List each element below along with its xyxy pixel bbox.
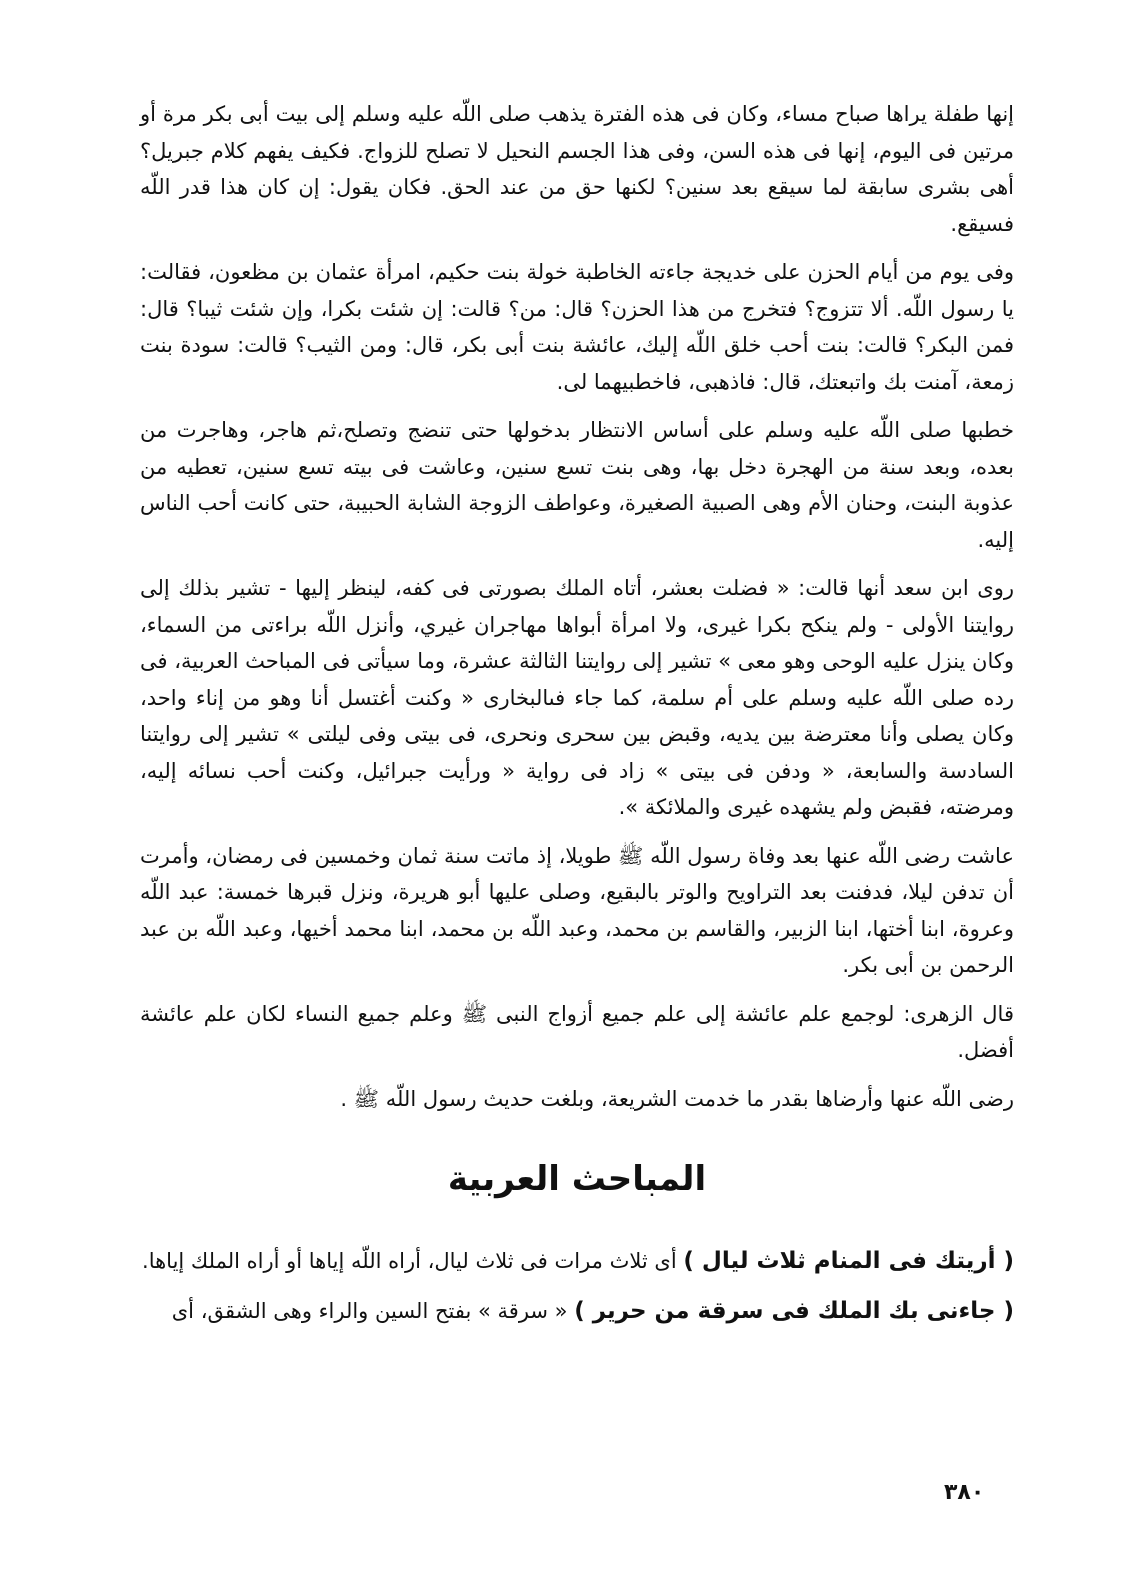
page-body [140, 96, 1014, 1341]
page-number: ٣٨٠ [944, 1480, 985, 1505]
term-title: ( جاءنى بك الملك فى سرقة من حرير ) [574, 1298, 1014, 1324]
paragraph-1: إنها طفلة يراها صباح مساء، وكان فى هذه الفترة يذهب صلى اللّه عليه وسلم إلى بيت أبى بكر مرة أو مرتين فى اليوم، إنها فى هذه السن، وفى هذا الجسم النحيل لا تصلح للزواج. فكيف يفهم كلام جبريل؟ أهى بشرى سابقة لما سيقع بعد سنين؟ لكنها حق من عند الحق. فكان يقول: إن كان هذا قدر اللّه فسيقع. [140, 102, 1014, 236]
paragraph-7: رضى اللّه عنها وأرضاها بقدر ما خدمت الشريعة، وبلغت حديث رسول اللّه ﷺ . [340, 1086, 1014, 1111]
paragraph-5: عاشت رضى اللّه عنها بعد وفاة رسول اللّه ﷺ طويلا، إذ ماتت سنة ثمان وخمسين فى رمضان، وأمرت أن تدفن ليلا، فدفنت بعد التراويح والوتر بالبقيع، وصلى عليها أبو هريرة، ونزل قبرها خمسة: عبد اللّه وعروة، ابنا أختها، ابنا الزبير، والقاسم بن محمد، وعبد اللّه بن محمد، ابنا محمد أخيها، وعبد اللّه بن عبد الرحمن بن أبى بكر. [140, 843, 1014, 977]
term-title: ( أريتك فى المنام ثلاث ليال ) [683, 1248, 1014, 1274]
paragraph-2: وفى يوم من أيام الحزن على خديجة جاءته الخاطبة خولة بنت حكيم، امرأة عثمان بن مظعون، فقالت: يا رسول اللّه. ألا تتزوج؟ فتخرج من هذا الحزن؟ قال: من؟ قالت: إن شئت بكرا، وإن شئت ثيبا؟ قال: فمن البكر؟ قالت: بنت أحب خلق اللّه إليك، عائشة بنت أبى بكر، قال: ومن الثيب؟ قالت: سودة بنت زمعة، آمنت بك واتبعتك، قال: فاذهبى، فاخطبيهما لى. [140, 260, 1014, 394]
term-explanation: أى ثلاث مرات فى ثلاث ليال، أراه اللّه إياها أو أراه الملك إياها. [142, 1249, 684, 1273]
paragraph-4: روى ابن سعد أنها قالت: « فضلت بعشر، أتاه الملك بصورتى فى كفه، لينظر إليها - تشير بذلك إلى روايتنا الأولى - ولم ينكح بكرا غيرى، ولا امرأة أبواها مهاجران غيري، وأنزل اللّه براءتى من السماء، وكان ينزل عليه الوحى وهو معى » تشير إلى روايتنا الثالثة عشرة، وما سيأتى فى المباحث العربية، فى رده صلى اللّه عليه وسلم على أم سلمة، كما جاء فىالبخارى « وكنت أغتسل أنا وهو من إناء واحد، وكان يصلى وأنا معترضة بين يديه، وقبض بين سحرى ونحرى، فى بيتى وفى ليلتى » تشير إلى روايتنا السادسة والسابعة، « ودفن فى بيتى » زاد فى رواية « ورأيت جبرائيل، وكنت أحب نسائه إليه، ومرضته، فقبض ولم يشهده غيرى والملائكة ». [140, 576, 1014, 819]
section-heading: المباحث العربية [447, 1159, 707, 1199]
term-entry [140, 1241, 1014, 1281]
paragraph-3: خطبها صلى اللّه عليه وسلم على أساس الانتظار بدخولها حتى تنضج وتصلح،ثم هاجر، وهاجرت من بعده، وبعد سنة من الهجرة دخل بها، وهى بنت تسع سنين، وعاشت فى بيته تسع سنين، تعطيه من عذوبة البنت، وحنان الأم وهى الصبية الصغيرة، وعواطف الزوجة الشابة الحبيبة، حتى كانت أحب الناس إليه. [140, 418, 1014, 552]
term-entry [140, 1291, 1014, 1331]
paragraph-6: قال الزهرى: لوجمع علم عائشة إلى علم جميع أزواج النبى ﷺ وعلم جميع النساء لكان علم عائشة أفضل. [140, 1001, 1014, 1062]
term-explanation: « سرقة » بفتح السين والراء وهى الشقق، أى [171, 1299, 575, 1323]
